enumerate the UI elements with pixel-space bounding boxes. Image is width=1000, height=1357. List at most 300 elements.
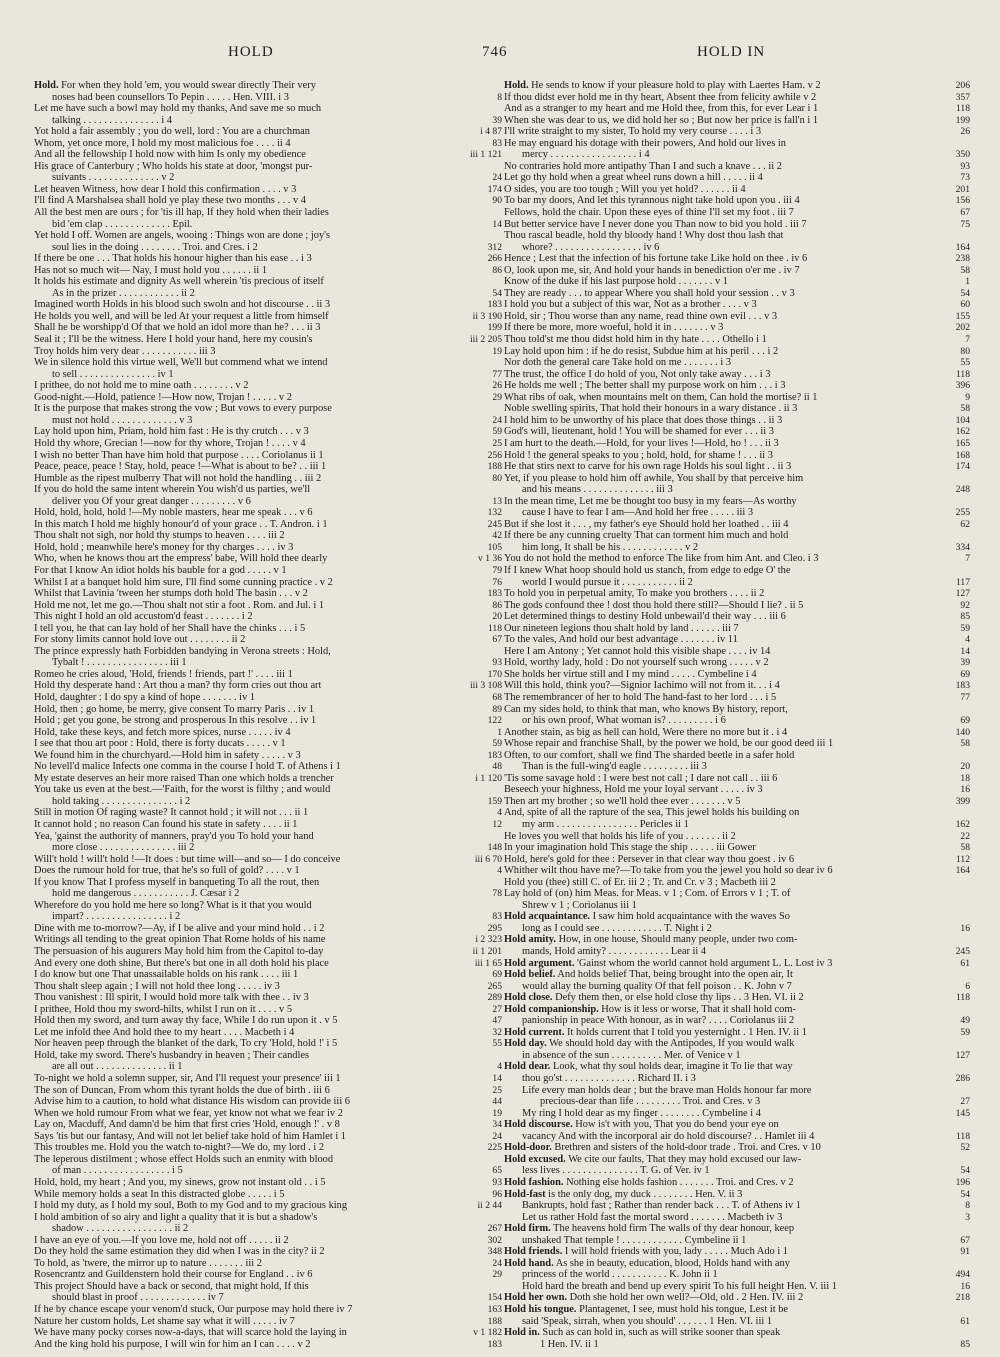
entry-reference: 29	[492, 1269, 502, 1281]
entry-text: Dine with me to-morrow?—Ay, if I be alive and your mind hold . . i 2	[34, 922, 325, 934]
index-entry	[504, 715, 970, 727]
entry-text: should blast in proof . . . . . . . . . . . . . iv 7	[52, 1292, 224, 1304]
entry-text: The remembrancer of her to hold The hand-fast to her lord . . . i 5	[504, 691, 777, 703]
entry-text: thou go'st . . . . . . . . . . . . . . Richard II. i 3	[522, 1073, 696, 1085]
index-entry	[34, 115, 502, 127]
entry-reference: 85	[960, 1338, 970, 1350]
index-entry	[34, 288, 502, 300]
index-entry	[34, 276, 502, 288]
entry-reference: i 1 120	[475, 772, 502, 784]
entry-text: Hold amity. How, in one house, Should many people, under two com-	[504, 934, 798, 946]
entry-reference: 183	[487, 749, 502, 761]
entry-text: This night I hold an old accustom'd feast . . . . . . . i 2	[34, 611, 253, 623]
entry-reference: 118	[955, 992, 970, 1004]
entry-reference: ii 3 190	[472, 310, 502, 322]
index-entry	[34, 819, 502, 831]
entry-text: If there be any cunning cruelty That can torment him much and hold	[504, 530, 789, 542]
index-entry	[34, 438, 502, 450]
entry-reference: 89	[492, 703, 502, 715]
index-entry	[34, 1223, 502, 1235]
entry-reference: 396	[955, 380, 970, 392]
index-entry	[504, 1085, 970, 1097]
entry-text: We have many pocky corses now-a-days, that will scarce hold the laying in	[34, 1327, 347, 1339]
entry-text: For that I know An idiot holds his bauble for a god . . . . . v 1	[34, 564, 287, 576]
entry-text: Do they hold the same estimation they did when I was in the city? ii 2	[34, 1246, 325, 1258]
index-entry	[34, 507, 502, 519]
index-entry	[34, 842, 502, 854]
entry-reference: 27	[492, 1003, 502, 1015]
entry-text: My ring I hold dear as my finger . . . . . . . . Cymbeline i 4	[522, 1107, 761, 1119]
entry-text: If I knew What hoop should hold us stanch, from edge to edge O' the	[504, 564, 791, 576]
entry-text: Let go thy hold when a great wheel runs down a hill . . . . . ii 4	[504, 172, 763, 184]
entry-text: Troy holds him very dear . . . . . . . . . . . iii 3	[34, 345, 216, 357]
entry-text: Beseech your highness, Hold me your loyal servant . . . . . iv 3	[504, 784, 763, 796]
entry-text: unshaked That temple ! . . . . . . . . . . . . Cymbeline ii 1	[522, 1234, 747, 1246]
index-entry	[34, 357, 502, 369]
index-entry	[34, 1269, 502, 1281]
entry-reference: 174	[955, 461, 970, 473]
entry-text: Hold dear. Look, what thy soul holds dear, imagine it To lie that way	[504, 1061, 793, 1073]
entry-reference: 122	[487, 715, 502, 727]
entry-reference: 13	[492, 495, 502, 507]
entry-text: I am hurt to the death.—Hold, for your lives !—Hold, ho ! . . . ii 3	[504, 437, 779, 449]
entry-text: Hold, take my sword. There's husbandry in heaven ; Their candles	[34, 1049, 310, 1061]
entry-reference: 93	[492, 657, 502, 669]
entry-reference: 42	[492, 530, 502, 542]
entry-text: Let me infold thee And hold thee to my heart . . . . Macbeth i 4	[34, 1026, 295, 1038]
index-entry	[504, 727, 970, 739]
index-entry	[34, 1108, 502, 1120]
index-entry	[34, 1339, 502, 1351]
entry-reference: 93	[960, 160, 970, 172]
entry-reference: 77	[492, 368, 502, 380]
entry-reference: 68	[492, 691, 502, 703]
index-entry	[504, 784, 970, 796]
index-entry	[504, 992, 970, 1004]
entry-text: Hold in. Such as can hold in, such as will strike sooner than speak	[504, 1327, 781, 1339]
entry-reference: 164	[955, 865, 970, 877]
index-entry	[504, 934, 970, 946]
entry-text: If there be one . . . That holds his honour higher than his ease . . i 3	[34, 253, 312, 265]
entry-text: Lay hold upon him, Priam, hold him fast : He is thy crutch . . . v 3	[34, 426, 309, 438]
entry-reference: iii 6 70	[474, 853, 502, 865]
entry-text: O, look upon me, sir, And hold your hands in benediction o'er me . iv 7	[504, 264, 800, 276]
entry-reference: 199	[955, 114, 970, 126]
entry-text: Says 'tis but our fantasy, And will not let belief take hold of him Hamlet i 1	[34, 1130, 347, 1142]
entry-text: Hence ; Lest that the infection of his fortune take Like hold on thee . iv 6	[504, 253, 808, 265]
entry-reference: 162	[955, 819, 970, 830]
entry-reference: 55	[960, 357, 970, 369]
index-entry	[34, 623, 502, 635]
running-head-left: HOLD	[228, 44, 274, 60]
index-entry	[504, 1015, 970, 1027]
entry-text: Hold companionship. How is it less or worse, That it shall hold com-	[504, 1003, 796, 1015]
entry-reference: 12	[492, 819, 502, 830]
entry-reference: 168	[955, 449, 970, 461]
entry-reference: 118	[955, 103, 970, 115]
index-entry	[504, 542, 970, 554]
entry-reference: 16	[960, 784, 970, 796]
entry-text: Hold her own. Doth she hold her own well?—Old, old . 2 Hen. IV. iii 2	[504, 1292, 804, 1304]
index-entry	[504, 738, 970, 750]
index-entry	[34, 911, 502, 923]
index-entry	[504, 357, 970, 369]
index-entry	[504, 299, 970, 311]
entry-text: Lay on, Macduff, And damn'd be him that first cries 'Hold, enough !' . v 8	[34, 1119, 340, 1131]
left-column	[34, 80, 502, 1350]
index-entry	[504, 207, 970, 219]
entry-reference: 248	[955, 484, 970, 496]
entry-reference: iii 1 65	[474, 957, 502, 969]
entry-text: It cannot hold ; no reason Can found his state in safety . . . . ii 1	[34, 819, 298, 830]
index-entry	[504, 946, 970, 958]
index-entry	[34, 981, 502, 993]
entry-text: He holds me well ; The better shall my purpose work on him . . . i 3	[504, 380, 786, 392]
index-entry	[504, 646, 970, 658]
entry-text: my arm . . . . . . . . . . . . . . . . Pericles ii 1	[522, 819, 689, 830]
entry-text: When she was dear to us, we did hold her so ; But now her price is fall'n i 1	[504, 114, 819, 126]
entry-text: If there be more, more woeful, hold it in . . . . . . . v 3	[504, 322, 724, 334]
index-entry	[504, 80, 970, 92]
entry-text: Hold day. We should hold day with the Antipodes, If you would walk	[504, 1038, 795, 1050]
entry-text: Hold belief. And holds belief That, being brought into the open air, It	[504, 969, 793, 981]
index-entry	[504, 911, 970, 923]
index-entry	[504, 1119, 970, 1131]
entry-reference: 245	[487, 518, 502, 530]
entry-text: mands, Hold amity? . . . . . . . . . . . . Lear ii 4	[522, 946, 707, 958]
entry-reference: 39	[960, 657, 970, 669]
index-entry	[34, 1316, 502, 1328]
index-entry	[504, 553, 970, 565]
entry-reference: 155	[955, 310, 970, 322]
index-entry	[34, 1131, 502, 1143]
page-number: 746	[482, 44, 508, 60]
entry-reference: 79	[492, 564, 502, 576]
entry-text: Romeo he cries aloud, 'Hold, friends ! friends, part !' . . . . iii 1	[34, 668, 293, 680]
index-entry	[34, 692, 502, 704]
entry-text: talking . . . . . . . . . . . . . . . i 4	[52, 114, 173, 126]
entry-reference: 289	[487, 992, 502, 1004]
entry-reference: 132	[487, 507, 502, 519]
entry-text: Nor heaven peep through the blanket of the dark, To cry 'Hold, hold !' i 5	[34, 1038, 338, 1050]
index-entry	[504, 450, 970, 462]
entry-reference: 14	[960, 645, 970, 657]
entry-reference: 25	[492, 1084, 502, 1096]
entry-reference: 350	[955, 149, 970, 161]
entry-text: He may enguard his dotage with their powers, And hold our lives in	[504, 137, 786, 149]
index-entry	[34, 773, 502, 785]
entry-text: Yot hold a fair assembly ; you do well, lord : You are a churchman	[34, 126, 310, 138]
index-entry	[504, 1189, 970, 1201]
index-entry	[504, 865, 970, 877]
entry-text: No contraries hold more antipathy Than I and such a knave . . . ii 2	[504, 160, 782, 172]
index-entry	[34, 1327, 502, 1339]
entry-text: Hold discourse. How is't with you, That you do bend your eye on	[504, 1119, 779, 1131]
entry-reference: 86	[492, 599, 502, 611]
entry-reference: 302	[487, 1234, 502, 1246]
index-entry	[504, 842, 970, 854]
index-entry	[34, 161, 502, 173]
entry-text: world I would pursue it . . . . . . . . . . . ii 2	[522, 576, 693, 588]
entry-text: and his means . . . . . . . . . . . . . . iii 3	[522, 484, 673, 496]
entry-text: Who, when he knows thou art the empress' babe, Will hold thee dearly	[34, 553, 328, 565]
index-entry	[34, 253, 502, 265]
entry-text: Our nineteen legions thou shalt hold by land . . . . . . iii 7	[504, 622, 739, 634]
entry-reference: 49	[960, 1015, 970, 1027]
entry-text: Has not so much wit— Nay, I must hold you . . . . . . ii 1	[34, 264, 268, 276]
index-entry	[34, 346, 502, 358]
entry-reference: 83	[492, 137, 502, 149]
index-entry	[504, 888, 970, 900]
entry-reference: 245	[955, 946, 970, 958]
entry-text: Hold, here's gold for thee : Persever in that clear way thou goest . iv 6	[504, 853, 795, 865]
index-entry	[34, 138, 502, 150]
index-entry	[504, 669, 970, 681]
index-entry	[504, 103, 970, 115]
index-entry	[504, 807, 970, 819]
entry-text: Rosencrantz and Guildenstern hold their course for England . . iv 6	[34, 1269, 313, 1281]
entry-text: would allay the burning quality Of that fell poison . . K. John v 7	[522, 980, 792, 992]
entry-text: Hold, worthy lady, hold : Do not yourself such wrong . . . . . v 2	[504, 657, 769, 669]
index-entry	[34, 1050, 502, 1062]
index-entry	[504, 1200, 970, 1212]
entry-text: Lay hold upon him : if he do resist, Subdue him at his peril . . . i 2	[504, 345, 779, 357]
index-entry	[504, 750, 970, 762]
entry-reference: 16	[960, 922, 970, 934]
entry-text: Thou told'st me thou didst hold him in thy hate . . . . Othello i 1	[504, 334, 767, 346]
entry-text: His grace of Canterbury ; Who holds his state at door, 'mongst pur-	[34, 160, 313, 172]
entry-text: 1 Hen. IV. ii 1	[540, 1338, 599, 1350]
entry-reference: 24	[492, 414, 502, 426]
entry-reference: 183	[487, 1338, 502, 1350]
index-entry	[504, 680, 970, 692]
entry-text: Let heaven Witness, how dear I hold this confirmation . . . . v 3	[34, 183, 297, 195]
entry-text: noses had been counsellors To Pepin . . . . . Hen. VIII. i 3	[52, 91, 289, 103]
entry-reference: 18	[960, 772, 970, 784]
index-entry	[504, 1246, 970, 1258]
entry-reference: 188	[487, 1315, 502, 1327]
entry-reference: 7	[965, 334, 970, 346]
entry-text: Often, to our comfort, shall we find The sharded beetle in a safer hold	[504, 749, 795, 761]
entry-text: are all out . . . . . . . . . . . . . . ii 1	[52, 1061, 183, 1073]
entry-text: If you do hold the same intent wherein You wish'd us parties, we'll	[34, 484, 311, 496]
entry-text: whore? . . . . . . . . . . . . . . . . . iv 6	[522, 241, 660, 253]
entry-text: Yet, if you please to hold him off awhile, You shall by that perceive him	[504, 472, 804, 484]
entry-reference: 348	[487, 1246, 502, 1258]
entry-reference: 156	[955, 195, 970, 207]
entry-text: Yea, 'gainst the authority of manners, pray'd you To hold your hand	[34, 830, 314, 842]
entry-text: or his own proof, What woman is? . . . . . . . . . i 6	[522, 715, 726, 727]
entry-reference: 19	[492, 345, 502, 357]
index-entry	[34, 207, 502, 219]
index-entry	[34, 969, 502, 981]
entry-reference: 90	[492, 195, 502, 207]
index-entry	[34, 1258, 502, 1270]
entry-text: more close . . . . . . . . . . . . . . . iii 2	[52, 842, 195, 854]
index-entry	[34, 496, 502, 508]
entry-text: less lives . . . . . . . . . . . . . . . T. G. of Ver. iv 1	[522, 1165, 710, 1177]
entry-reference: 196	[955, 1176, 970, 1188]
entry-text: I'll find A Marshalsea shall hold ye play these two months . . . v 4	[34, 195, 306, 207]
entry-text: Let me have such a bowl may hold my thanks, And save me so much	[34, 103, 322, 115]
entry-text: The trust, the office I do hold of you, Not only take away . . . i 3	[504, 368, 771, 380]
entry-reference: 39	[492, 114, 502, 126]
entry-reference: iii 3 108	[470, 680, 502, 692]
entry-text: I prithee, do not hold me to mine oath . . . . . . . . v 2	[34, 380, 249, 392]
entry-text: Hold, hold ; meanwhile here's money for thy charges . . . . iv 3	[34, 541, 294, 553]
index-entry	[504, 600, 970, 612]
entry-text: I hold my duty, as I hold my soul, Both to my God and to my gracious king	[34, 1200, 348, 1212]
entry-text: hold me dangerous . . . . . . . . . . . J. Cæsar i 2	[52, 888, 240, 900]
entry-text: To bar my doors, And let this tyrannous night take hold upon you . iii 4	[504, 195, 800, 207]
entry-text: They are ready . . . to appear Where you shall hold your session . . v 3	[504, 287, 795, 299]
entry-reference: 19	[492, 1107, 502, 1119]
entry-reference: 80	[492, 472, 502, 484]
index-entry	[34, 403, 502, 415]
entry-text: If he by chance escape your venom'd stuck, Our purpose may hold there iv 7	[34, 1303, 353, 1315]
entry-reference: 48	[492, 761, 502, 773]
entry-text: Hold, take these keys, and fetch more spices, nurse . . . . . iv 4	[34, 726, 291, 738]
entry-text: To the vales, And hold our best advantage . . . . . . . iv 11	[504, 634, 738, 646]
entry-reference: 16	[960, 1280, 970, 1292]
entry-text: Hold me not, let me go.—Thou shalt not stir a foot . Rom. and Jul. i 1	[34, 599, 325, 611]
index-entry	[504, 138, 970, 150]
index-entry	[34, 923, 502, 935]
index-entry	[504, 1061, 970, 1073]
entry-reference: 8	[965, 1200, 970, 1212]
entry-text: Yet hold I off. Women are angels, wooing : Things won are done ; joy's	[34, 230, 331, 242]
entry-reference: 20	[960, 761, 970, 773]
entry-reference: 29	[492, 391, 502, 403]
entry-text: I hold ambition of so airy and light a quality that it is but a shadow's	[34, 1211, 318, 1223]
index-entry	[504, 588, 970, 600]
entry-reference: 58	[960, 842, 970, 854]
index-entry	[34, 646, 502, 658]
index-entry	[34, 1061, 502, 1073]
entry-text: Wherefore do you hold me here so long? What is it that you would	[34, 899, 312, 911]
entry-text: Whilst that Lavinia 'tween her stumps doth hold The basin . . . v 2	[34, 588, 308, 600]
index-entry	[504, 161, 970, 173]
index-entry	[504, 426, 970, 438]
entry-reference: 67	[960, 207, 970, 219]
index-entry	[34, 219, 502, 231]
entry-reference: 52	[960, 1142, 970, 1154]
entry-reference: 54	[492, 287, 502, 299]
entry-text: Hold, hold, hold, hold !—My noble masters, hear me speak . . . v 6	[34, 507, 313, 519]
entry-text: bid 'em clap . . . . . . . . . . . . . Epil.	[52, 218, 193, 230]
entry-reference: 4	[497, 865, 502, 877]
index-entry	[504, 565, 970, 577]
entry-reference: v 1 182	[473, 1327, 502, 1339]
index-entry	[34, 669, 502, 681]
index-entry	[504, 1004, 970, 1016]
index-entry	[504, 819, 970, 831]
entry-text: vacancy And with the incorporal air do hold discourse? . . Hamlet iii 4	[522, 1130, 815, 1142]
index-entry	[34, 530, 502, 542]
entry-text: And as a stranger to my heart and me Hold thee, from this, for ever Lear i 1	[504, 103, 819, 115]
index-entry	[34, 1096, 502, 1108]
entry-text: Let us rather Hold fast the mortal sword . . . . . . . Macbeth iv 3	[522, 1211, 783, 1223]
entry-reference: 112	[955, 853, 970, 865]
entry-reference: 265	[487, 980, 502, 992]
entry-text: We in silence hold this virtue well, We'll but commend what we intend	[34, 357, 328, 369]
entry-reference: 92	[960, 599, 970, 611]
entry-reference: 118	[487, 622, 502, 634]
index-entry	[504, 1131, 970, 1143]
entry-text: Thou vanishest : Ill spirit, I would hold more talk with thee . . iv 3	[34, 992, 309, 1004]
index-entry	[504, 634, 970, 646]
entry-reference: 67	[492, 634, 502, 646]
entry-reference: 206	[955, 80, 970, 91]
entry-text: My estate deserves an heir more raised Than one which holds a trencher	[34, 772, 334, 784]
entry-text: Hold acquaintance. I saw him hold acquaintance with the waves So	[504, 911, 791, 923]
index-entry	[504, 1050, 970, 1062]
entry-text: He loves you well that holds his life of you . . . . . . . ii 2	[504, 830, 736, 842]
index-entry	[504, 773, 970, 785]
index-entry	[34, 727, 502, 739]
entry-text: God's will, lieutenant, hold ! You will be shamed for ever . . . ii 3	[504, 426, 774, 438]
entry-reference: 78	[492, 888, 502, 900]
index-entry	[34, 750, 502, 762]
entry-reference: 24	[492, 1257, 502, 1269]
index-entry	[504, 265, 970, 277]
index-entry	[504, 392, 970, 404]
entry-reference: 59	[492, 738, 502, 750]
index-entry	[34, 704, 502, 716]
entry-text: hold taking . . . . . . . . . . . . . . . i 2	[52, 795, 191, 807]
entry-text: He holds you well, and will be led At your request a little from himself	[34, 310, 329, 322]
entry-reference: i 4 87	[480, 126, 502, 138]
index-entry	[504, 1339, 970, 1351]
index-entry	[504, 877, 970, 889]
entry-text: Another stain, as big as hell can hold, Were there no more but it . i 4	[504, 726, 788, 738]
entry-reference: 83	[492, 911, 502, 923]
entry-text: Hold. For when they hold 'em, you would swear directly Their very	[34, 80, 316, 91]
index-entry	[504, 507, 970, 519]
entry-reference: 3	[965, 1211, 970, 1223]
index-entry	[504, 334, 970, 346]
entry-text: Whom, yet once more, I hold my most malicious foe . . . . ii 4	[34, 137, 291, 149]
entry-text: Know of the duke if his last purpose hold . . . . . . . v 1	[504, 276, 728, 288]
entry-reference: 104	[955, 414, 970, 426]
entry-reference: 22	[960, 830, 970, 842]
index-entry	[34, 195, 502, 207]
entry-text: While memory holds a seat In this distracted globe . . . . . i 5	[34, 1188, 285, 1200]
index-entry	[34, 1142, 502, 1154]
entry-text: In this match I hold me highly honour'd of your grace . . T. Andron. i 1	[34, 518, 328, 530]
index-entry	[34, 322, 502, 334]
entry-text: And, spite of all the rapture of the sea, This jewel holds his building on	[504, 807, 800, 819]
entry-reference: 80	[960, 345, 970, 357]
entry-text: Hold excused. We cite our faults, That they may hold excused our law-	[504, 1153, 802, 1165]
entry-text: I have an eye of you.—If you love me, hold not off . . . . . ii 2	[34, 1234, 289, 1246]
index-entry	[34, 600, 502, 612]
index-entry	[34, 1085, 502, 1097]
entry-reference: 60	[960, 299, 970, 311]
entry-reference: 59	[492, 426, 502, 438]
entry-text: Hold, hold, my heart ; And you, my sinews, grow not instant old . . i 5	[34, 1176, 326, 1188]
entry-reference: 54	[960, 1165, 970, 1177]
entry-reference: 96	[492, 1188, 502, 1200]
entry-text: Thou rascal beadle, hold thy bloody hand ! Why dost thou lash that	[504, 230, 784, 242]
index-entry	[34, 299, 502, 311]
entry-text: Nor doth the general care Take hold on me . . . . . . . i 3	[504, 357, 732, 369]
entry-reference: 154	[487, 1292, 502, 1304]
entry-reference: 1	[497, 726, 502, 738]
index-entry	[34, 565, 502, 577]
entry-reference: 67	[960, 1234, 970, 1246]
entry-reference: 164	[955, 241, 970, 253]
